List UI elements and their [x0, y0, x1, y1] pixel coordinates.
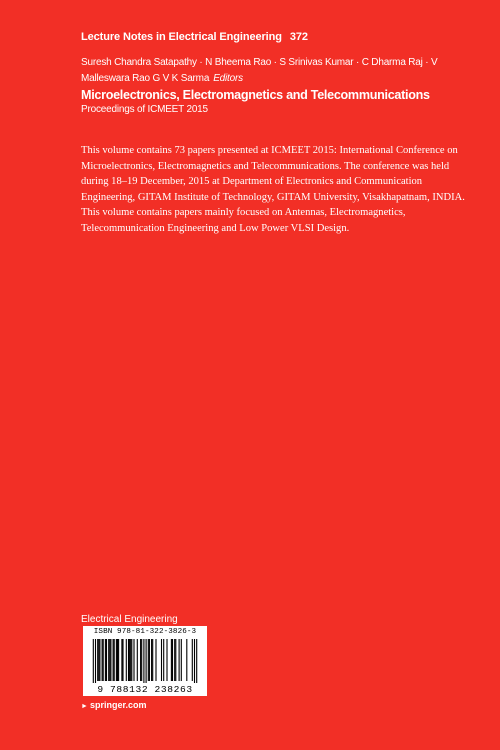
barcode-bar — [113, 639, 114, 681]
barcode-bar — [192, 639, 193, 681]
barcode-bar — [186, 639, 187, 681]
subject-category: Electrical Engineering — [81, 614, 178, 625]
barcode-bar — [161, 639, 162, 681]
barcode-bar — [93, 639, 94, 683]
barcode-bar — [152, 639, 153, 681]
editors-role: Editors — [213, 73, 243, 84]
book-subtitle: Proceedings of ICMEET 2015 — [81, 104, 208, 115]
barcode-bar — [133, 639, 134, 681]
barcode-bar — [163, 639, 164, 681]
barcode-bar — [126, 639, 127, 681]
barcode-bar — [155, 639, 156, 681]
barcode-bar — [174, 639, 175, 681]
barcode-bar — [108, 639, 109, 681]
book-abstract: This volume contains 73 papers presented at ICMEET 2015: International Conference on Microelectronics, Electromagnetics and Telecommunications. The conference was held during 18–19 December, 2015 at Department of Electronics and Communication Engineering, GITAM Institute of Technology, GITAM University, Visakhapatnam, INDIA. This volume contains papers mainly focused on Antennas, Electromagnetics, Telecommunication Engineering and Low Power VLSI Design. — [81, 145, 465, 234]
barcode-bar — [95, 639, 96, 683]
barcode-bar — [140, 639, 141, 681]
publisher-link[interactable] — [81, 700, 146, 710]
barcode-bar — [129, 639, 130, 681]
barcode-bar — [172, 639, 173, 681]
barcode-bar — [181, 639, 182, 681]
barcode-bar — [118, 639, 119, 681]
barcode-bar — [121, 639, 122, 681]
barcode-bar — [179, 639, 180, 681]
barcode-bar — [149, 639, 150, 681]
barcode-bars — [83, 639, 207, 683]
series-line — [81, 31, 308, 43]
barcode-bar — [143, 639, 144, 683]
barcode-bar — [114, 639, 115, 681]
barcode-bar — [171, 639, 172, 681]
barcode-bar — [110, 639, 111, 681]
barcode-bar — [99, 639, 100, 681]
barcode-bar — [148, 639, 149, 681]
barcode-bar — [106, 639, 107, 681]
editors-line — [81, 55, 481, 87]
arrow-right-icon: ► — [81, 703, 88, 710]
editor-names: Suresh Chandra Satapathy · N Bheema Rao · S Srinivas Kumar · C Dharma Raj · V Malleswara Rao G V K Sarma — [81, 57, 438, 84]
barcode-bar — [137, 639, 138, 681]
barcode-bar — [196, 639, 197, 683]
barcode-bar — [105, 639, 106, 681]
barcode-bar — [98, 639, 99, 681]
barcode-bar — [146, 639, 147, 683]
publisher-url: springer.com — [89, 700, 147, 710]
barcode-bar — [102, 639, 103, 681]
series-name: Lecture Notes in Electrical Engineering — [81, 31, 282, 43]
barcode-bar — [151, 639, 152, 681]
isbn-barcode — [83, 626, 207, 696]
barcode-bar — [141, 639, 142, 681]
isbn-number: ISBN 978-81-322-3826-3 — [93, 628, 197, 636]
barcode-bar — [175, 639, 176, 681]
barcode-bar — [117, 639, 118, 681]
book-title: Microelectronics, Electromagnetics and Telecommunications — [81, 88, 430, 102]
barcode-bar — [128, 639, 129, 681]
barcode-bar — [166, 639, 167, 681]
barcode-bar — [97, 639, 98, 681]
barcode-bar — [122, 639, 123, 681]
barcode-bar — [103, 639, 104, 681]
barcode-bar — [131, 639, 132, 681]
barcode-bar — [194, 639, 195, 683]
barcode-bar — [109, 639, 110, 681]
barcode-bar — [130, 639, 131, 681]
series-volume: 372 — [289, 31, 308, 43]
ean-digits: 9 788132 238263 — [97, 684, 193, 695]
barcode-bar — [116, 639, 117, 681]
